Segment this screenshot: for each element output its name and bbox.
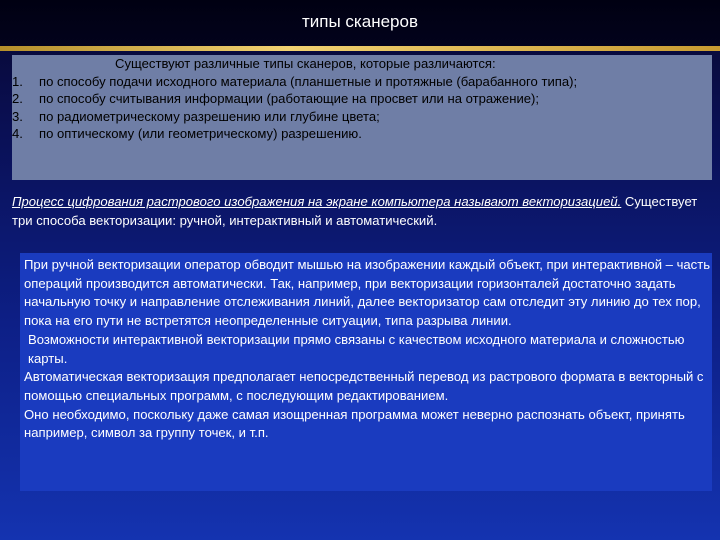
vectorization-definition: Процесс цифрования растрового изображения на экране компьютера называют векторизацией. [12, 194, 622, 209]
list-item: 2. по способу считывания информации (работающие на просвет или на отражение); [12, 91, 540, 106]
title-divider [0, 46, 720, 51]
scanner-types-box [12, 55, 712, 180]
list-item: 1. по способу подачи исходного материала (планшетные и протяжные (барабанного типа); [12, 73, 578, 89]
manual-vectorization-text: При ручной векторизации оператор обводит мышью на изображении каждый объект, при интерактивной – часть операций производится автоматически. Так, например, при векторизации горизонталей достаточно задать начальную точку и направление отслеживания линий, далее векторизатор сам отследит эту линию до тех пор, пока на его пути не встретятся неопределенные ситуации, типа разрыва линии. [24, 257, 714, 329]
slide-title: типы сканеров [302, 12, 418, 31]
scanner-criteria-list [12, 73, 712, 143]
vectorization-methods: Существует три способа векторизации: ручной, интерактивный и автоматический. [12, 194, 698, 228]
vectorization-paragraph [12, 193, 712, 230]
interactive-vectorization-text: Возможности интерактивной векторизации прямо связаны с качеством исходного материала и сложностью карты. [28, 331, 689, 366]
automatic-vectorization-text: Автоматическая векторизация предполагает непосредственный перевод из растрового формата в векторный с помощью специальных программ, с последующим редактированием. [24, 369, 708, 403]
editing-note-text: Оно необходимо, поскольку даже самая изощренная программа может неверно распознать объект, принять например, символ за группу точек, и т.п. [24, 406, 689, 441]
scanner-types-intro: Существуют различные типы сканеров, которые различаются: [115, 56, 496, 71]
list-item: 3. по радиометрическому разрешению или глубине цвета; [12, 108, 380, 124]
vectorization-details-box [20, 253, 712, 491]
list-item: 4. по оптическому (или геометрическому) разрешению. [12, 126, 362, 141]
